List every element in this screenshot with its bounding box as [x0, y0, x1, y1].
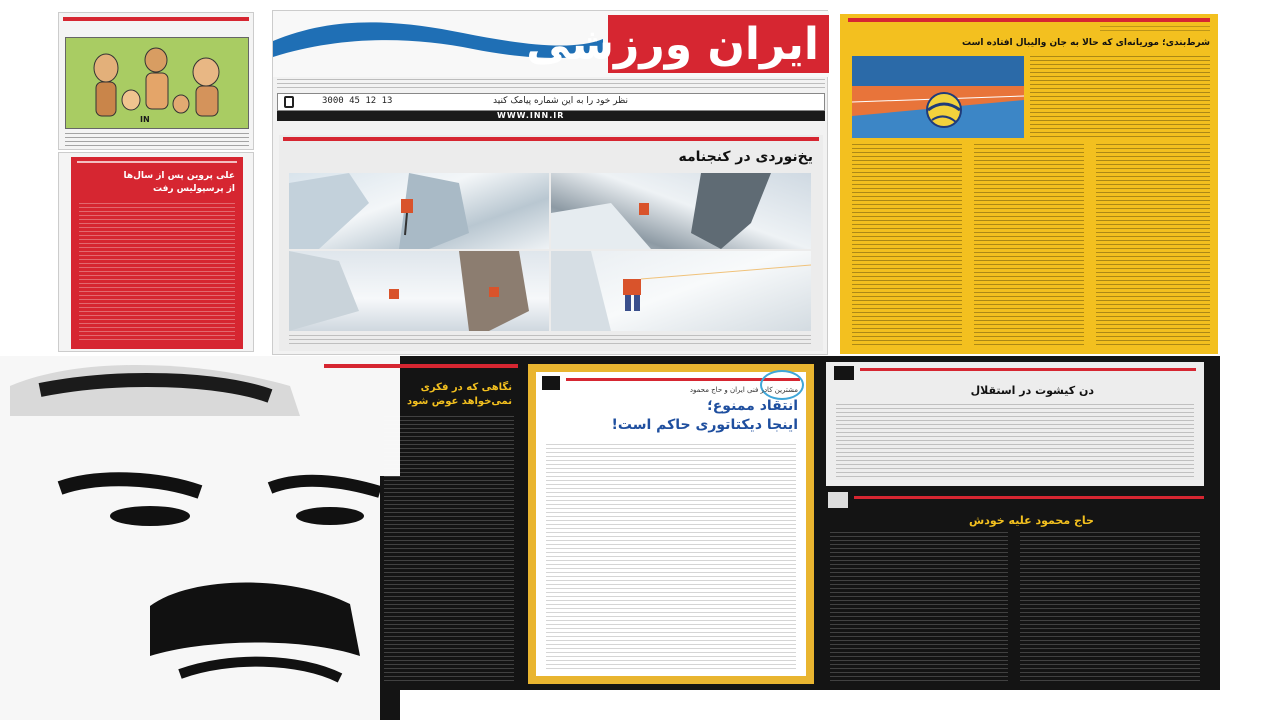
sms-prompt-bar: [277, 93, 825, 111]
stamp-icon: [760, 370, 804, 400]
cartoon-header-bar: [63, 17, 249, 21]
don-quixote-logo-mark: [834, 366, 854, 380]
haj-mahmoud-headline: حاج محمود علیه خودش: [969, 514, 1094, 527]
haj-mahmoud-body-col-1: [830, 532, 1008, 682]
ice-photo-3-art: [289, 251, 549, 331]
don-quixote-bar: [860, 368, 1196, 371]
don-quixote-headline: دن کیشوت در استقلال: [970, 384, 1094, 397]
cartoon-caption-text: [65, 133, 249, 147]
reflection-headline-2: نمی‌خواهد عوض شود: [407, 396, 512, 407]
haj-mahmoud-article: [826, 492, 1204, 688]
sms-number: 3000 45 12 13: [322, 96, 393, 106]
volleyball-headline: شرط‌بندی؛ موریانه‌ای که حالا به جان والیبال افتاده است: [962, 38, 1210, 48]
criticism-headline-1: انتقاد ممنوع؛: [707, 398, 798, 414]
website-bar: [277, 111, 825, 121]
red-column: [71, 157, 243, 349]
criticism-headline-2: اینجا دیکتاتوری حاکم است!: [611, 417, 798, 433]
cartoon-illustration: [65, 37, 249, 129]
ice-photo-4: [551, 251, 811, 331]
ice-feature-headline: یخ‌نوردی در کنجنامه: [678, 149, 813, 165]
front-page: [272, 10, 828, 355]
ice-photo-1: [289, 173, 549, 249]
reflection-body-text: [384, 416, 514, 684]
volleyball-photo: [852, 56, 1024, 138]
cartoon-drawing: [66, 38, 249, 129]
red-column-rule: [77, 161, 237, 163]
ice-feature-caption: [289, 335, 811, 345]
reflection-bar: [324, 364, 518, 368]
volleyball-body-col-2: [974, 144, 1084, 348]
volleyball-side-text: [1030, 56, 1210, 138]
volleyball-article: [840, 14, 1218, 354]
ice-photo-2: [551, 173, 811, 249]
website-text: WWW.INN.IR: [497, 111, 565, 120]
haj-mahmoud-avatar: [828, 492, 848, 508]
reflection-headline-1: نگاهی که در فکری: [420, 382, 512, 393]
ice-feature: [279, 135, 823, 351]
masthead-logo-area: [273, 11, 829, 77]
red-column-frame: [58, 152, 254, 352]
cartoon-column: [58, 12, 254, 150]
red-column-headline-2: از پرسپولیس رفت: [152, 184, 235, 194]
ice-feature-bar: [283, 137, 819, 141]
phone-icon: [284, 96, 294, 108]
ice-photo-3: [289, 251, 549, 331]
volleyball-top-bar: [848, 18, 1210, 22]
volleyball-body-col-1: [852, 144, 962, 348]
volleyball-body-col-3: [1096, 144, 1210, 348]
cartoon-badge: IN: [140, 115, 150, 124]
don-quixote-body-text: [836, 404, 1194, 480]
masthead-info-line: [277, 79, 825, 91]
haj-mahmoud-bar: [854, 496, 1204, 499]
masthead-logo: ایران ورزشی: [526, 19, 819, 70]
volleyball-photo-art: [852, 56, 1024, 138]
ice-photo-1-art: [289, 173, 549, 249]
volleyball-kicker: [1100, 26, 1210, 32]
criticism-article: [528, 364, 814, 684]
ice-photo-4-art: [551, 251, 811, 331]
reflection-article: [324, 364, 518, 690]
haj-mahmoud-body-col-2: [1020, 532, 1200, 682]
sms-prompt-text: نظر خود را به این شماره پیامک کنید: [493, 96, 628, 106]
red-column-headline-1: علی پروین پس از سال‌ها: [123, 171, 235, 181]
red-column-body-text: [79, 203, 235, 343]
criticism-kicker: مشترین کادر فنی ایران و حاج محمود: [689, 386, 798, 394]
criticism-inner: [536, 372, 806, 676]
don-quixote-article: [826, 362, 1204, 486]
criticism-body-text: [546, 444, 796, 670]
ice-photo-2-art: [551, 173, 811, 249]
